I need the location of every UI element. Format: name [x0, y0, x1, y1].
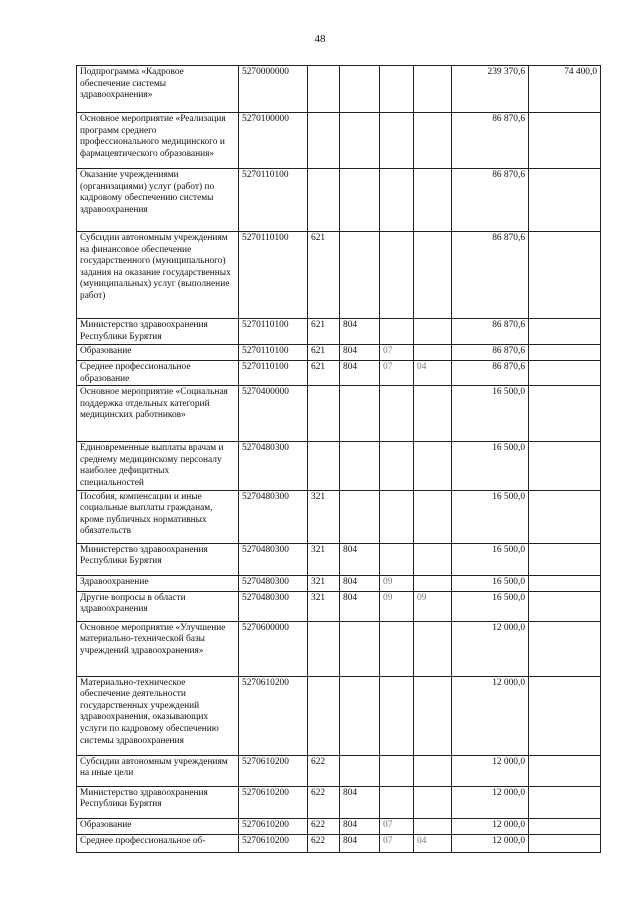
table-row — [77, 490, 601, 543]
amount-cell: 86 870,6 — [452, 319, 529, 345]
section-cell: 07 — [380, 361, 414, 386]
amount-extra-cell — [529, 818, 601, 834]
section-cell: 07 — [380, 345, 414, 361]
section-cell: 07 — [380, 818, 414, 834]
amount-extra-cell — [529, 169, 601, 232]
amount-cell: 16 500,0 — [452, 575, 529, 591]
expense-type-cell: 321 — [308, 591, 340, 621]
amount-extra-cell — [529, 621, 601, 676]
expense-name-cell: Образование — [77, 818, 239, 834]
table-row — [77, 361, 601, 386]
amount-cell: 12 000,0 — [452, 818, 529, 834]
subsection-cell: 09 — [414, 591, 452, 621]
expense-name-cell: Министерство здравоохранения Республики Бурятия — [77, 786, 239, 818]
subsection-cell — [414, 818, 452, 834]
subsection-cell — [414, 543, 452, 575]
subsection-cell — [414, 755, 452, 786]
amount-extra-cell — [529, 755, 601, 786]
table-row — [77, 345, 601, 361]
expense-name-cell: Образование — [77, 345, 239, 361]
expense-type-cell — [308, 169, 340, 232]
expense-type-cell — [308, 621, 340, 676]
target-code-cell: 5270480300 — [239, 591, 308, 621]
table-row — [77, 66, 601, 113]
amount-extra-cell — [529, 591, 601, 621]
amount-extra-cell — [529, 676, 601, 755]
amount-cell: 16 500,0 — [452, 543, 529, 575]
section-cell — [380, 621, 414, 676]
ministry-code-cell — [340, 232, 380, 319]
target-code-cell: 5270480300 — [239, 490, 308, 543]
table-row — [77, 755, 601, 786]
target-code-cell: 5270610200 — [239, 755, 308, 786]
target-code-cell: 5270600000 — [239, 621, 308, 676]
ministry-code-cell: 804 — [340, 319, 380, 345]
target-code-cell: 5270610200 — [239, 786, 308, 818]
expense-type-cell: 622 — [308, 786, 340, 818]
subsection-cell — [414, 621, 452, 676]
subsection-cell — [414, 345, 452, 361]
expense-name-cell: Министерство здравоохранения Республики Бурятия — [77, 319, 239, 345]
ministry-code-cell: 804 — [340, 361, 380, 386]
subsection-cell — [414, 442, 452, 490]
table-row — [77, 786, 601, 818]
expense-name-cell: Министерство здравоохранения Республики Бурятия — [77, 543, 239, 575]
amount-cell: 86 870,6 — [452, 113, 529, 169]
target-code-cell: 5270110100 — [239, 319, 308, 345]
table-row — [77, 591, 601, 621]
section-cell — [380, 442, 414, 490]
target-code-cell: 5270610200 — [239, 818, 308, 834]
amount-cell: 16 500,0 — [452, 591, 529, 621]
amount-cell: 12 000,0 — [452, 755, 529, 786]
section-cell: 07 — [380, 834, 414, 852]
subsection-cell — [414, 490, 452, 543]
expense-name-cell: Основное мероприятие «Социальная поддержка отдельных категорий медицинских работников» — [77, 386, 239, 442]
amount-cell: 86 870,6 — [452, 232, 529, 319]
expense-name-cell: Здравоохранение — [77, 575, 239, 591]
section-cell — [380, 232, 414, 319]
expense-name-cell: Основное мероприятие «Реализация программ среднего профессионального медицинского и фармацевтического образования» — [77, 113, 239, 169]
target-code-cell: 5270110100 — [239, 361, 308, 386]
table-row — [77, 543, 601, 575]
ministry-code-cell: 804 — [340, 543, 380, 575]
table-row — [77, 442, 601, 490]
amount-extra-cell — [529, 386, 601, 442]
target-code-cell: 5270480300 — [239, 575, 308, 591]
expense-name-cell: Подпрограмма «Кадровое обеспечение системы здравоохранения» — [77, 66, 239, 113]
table-row — [77, 113, 601, 169]
amount-cell: 86 870,6 — [452, 169, 529, 232]
ministry-code-cell — [340, 676, 380, 755]
ministry-code-cell: 804 — [340, 834, 380, 852]
table-row — [77, 232, 601, 319]
ministry-code-cell: 804 — [340, 575, 380, 591]
target-code-cell: 5270110100 — [239, 169, 308, 232]
expense-type-cell: 621 — [308, 232, 340, 319]
amount-extra-cell — [529, 442, 601, 490]
amount-cell: 16 500,0 — [452, 490, 529, 543]
target-code-cell: 5270110100 — [239, 345, 308, 361]
table-row — [77, 319, 601, 345]
expense-type-cell — [308, 113, 340, 169]
ministry-code-cell: 804 — [340, 818, 380, 834]
subsection-cell — [414, 676, 452, 755]
amount-extra-cell — [529, 786, 601, 818]
subsection-cell: 04 — [414, 361, 452, 386]
target-code-cell: 5270610200 — [239, 834, 308, 852]
amount-extra-cell — [529, 361, 601, 386]
amount-cell: 12 000,0 — [452, 621, 529, 676]
expense-type-cell — [308, 676, 340, 755]
target-code-cell: 5270100000 — [239, 113, 308, 169]
subsection-cell — [414, 319, 452, 345]
section-cell — [380, 490, 414, 543]
expense-name-cell: Среднее профессиональное образование — [77, 361, 239, 386]
expense-type-cell: 621 — [308, 345, 340, 361]
section-cell — [380, 543, 414, 575]
expense-type-cell: 622 — [308, 818, 340, 834]
budget-table — [76, 65, 601, 853]
table-row — [77, 169, 601, 232]
expense-type-cell: 321 — [308, 543, 340, 575]
expense-type-cell: 621 — [308, 319, 340, 345]
expense-name-cell: Основное мероприятие «Улучшение материально-технической базы учреждений здравоохранения» — [77, 621, 239, 676]
subsection-cell — [414, 386, 452, 442]
expense-type-cell — [308, 442, 340, 490]
ministry-code-cell — [340, 755, 380, 786]
target-code-cell: 5270480300 — [239, 442, 308, 490]
target-code-cell: 5270480300 — [239, 543, 308, 575]
subsection-cell — [414, 786, 452, 818]
amount-cell: 86 870,6 — [452, 345, 529, 361]
ministry-code-cell — [340, 169, 380, 232]
amount-extra-cell — [529, 345, 601, 361]
ministry-code-cell — [340, 66, 380, 113]
amount-cell: 239 370,6 — [452, 66, 529, 113]
expense-name-cell: Субсидии автономным учреждениям на финансовое обеспечение государственного (муниципального) задания на оказание государственных (муниципальных) услуг (выполнение работ) — [77, 232, 239, 319]
amount-cell: 12 000,0 — [452, 834, 529, 852]
target-code-cell: 5270110100 — [239, 232, 308, 319]
amount-cell: 16 500,0 — [452, 442, 529, 490]
subsection-cell — [414, 113, 452, 169]
table-row — [77, 386, 601, 442]
section-cell — [380, 755, 414, 786]
table-row — [77, 818, 601, 834]
section-cell — [380, 66, 414, 113]
expense-type-cell: 622 — [308, 834, 340, 852]
subsection-cell: 04 — [414, 834, 452, 852]
amount-cell: 12 000,0 — [452, 786, 529, 818]
amount-extra-cell — [529, 543, 601, 575]
section-cell — [380, 386, 414, 442]
amount-extra-cell — [529, 834, 601, 852]
amount-cell: 86 870,6 — [452, 361, 529, 386]
ministry-code-cell: 804 — [340, 591, 380, 621]
section-cell — [380, 786, 414, 818]
expense-name-cell: Субсидии автономным учреждениям на иные цели — [77, 755, 239, 786]
table-row — [77, 621, 601, 676]
ministry-code-cell — [340, 386, 380, 442]
section-cell: 09 — [380, 591, 414, 621]
section-cell — [380, 169, 414, 232]
expense-type-cell — [308, 386, 340, 442]
amount-cell: 12 000,0 — [452, 676, 529, 755]
section-cell — [380, 676, 414, 755]
target-code-cell: 5270610200 — [239, 676, 308, 755]
table-row — [77, 676, 601, 755]
expense-type-cell — [308, 66, 340, 113]
expense-type-cell: 321 — [308, 490, 340, 543]
subsection-cell — [414, 66, 452, 113]
section-cell — [380, 319, 414, 345]
ministry-code-cell: 804 — [340, 786, 380, 818]
ministry-code-cell — [340, 490, 380, 543]
amount-extra-cell: 74 400,0 — [529, 66, 601, 113]
expense-name-cell: Оказание учреждениями (организациями) услуг (работ) по кадровому обеспечению системы здравоохранения — [77, 169, 239, 232]
subsection-cell — [414, 232, 452, 319]
ministry-code-cell: 804 — [340, 345, 380, 361]
expense-name-cell: Другие вопросы в области здравоохранения — [77, 591, 239, 621]
expense-name-cell: Единовременные выплаты врачам и среднему медицинскому персоналу наиболее дефицитных специальностей — [77, 442, 239, 490]
target-code-cell: 5270000000 — [239, 66, 308, 113]
page-number: 48 — [314, 33, 326, 45]
expense-name-cell: Пособия, компенсации и иные социальные выплаты гражданам, кроме публичных нормативных обязательств — [77, 490, 239, 543]
ministry-code-cell — [340, 113, 380, 169]
table-row — [77, 834, 601, 852]
expense-name-cell: Материально-техническое обеспечение деятельности государственных учреждений здравоохранения, оказывающих услуги по кадровому обеспечению системы здравоохранения — [77, 676, 239, 755]
ministry-code-cell — [340, 621, 380, 676]
table-row — [77, 575, 601, 591]
amount-extra-cell — [529, 113, 601, 169]
ministry-code-cell — [340, 442, 380, 490]
expense-type-cell: 621 — [308, 361, 340, 386]
subsection-cell — [414, 575, 452, 591]
amount-extra-cell — [529, 490, 601, 543]
subsection-cell — [414, 169, 452, 232]
expense-name-cell: Среднее профессиональное об- — [77, 834, 239, 852]
amount-extra-cell — [529, 232, 601, 319]
amount-extra-cell — [529, 319, 601, 345]
amount-extra-cell — [529, 575, 601, 591]
expense-type-cell: 321 — [308, 575, 340, 591]
expense-type-cell: 622 — [308, 755, 340, 786]
section-cell — [380, 113, 414, 169]
target-code-cell: 5270400000 — [239, 386, 308, 442]
amount-cell: 16 500,0 — [452, 386, 529, 442]
section-cell: 09 — [380, 575, 414, 591]
